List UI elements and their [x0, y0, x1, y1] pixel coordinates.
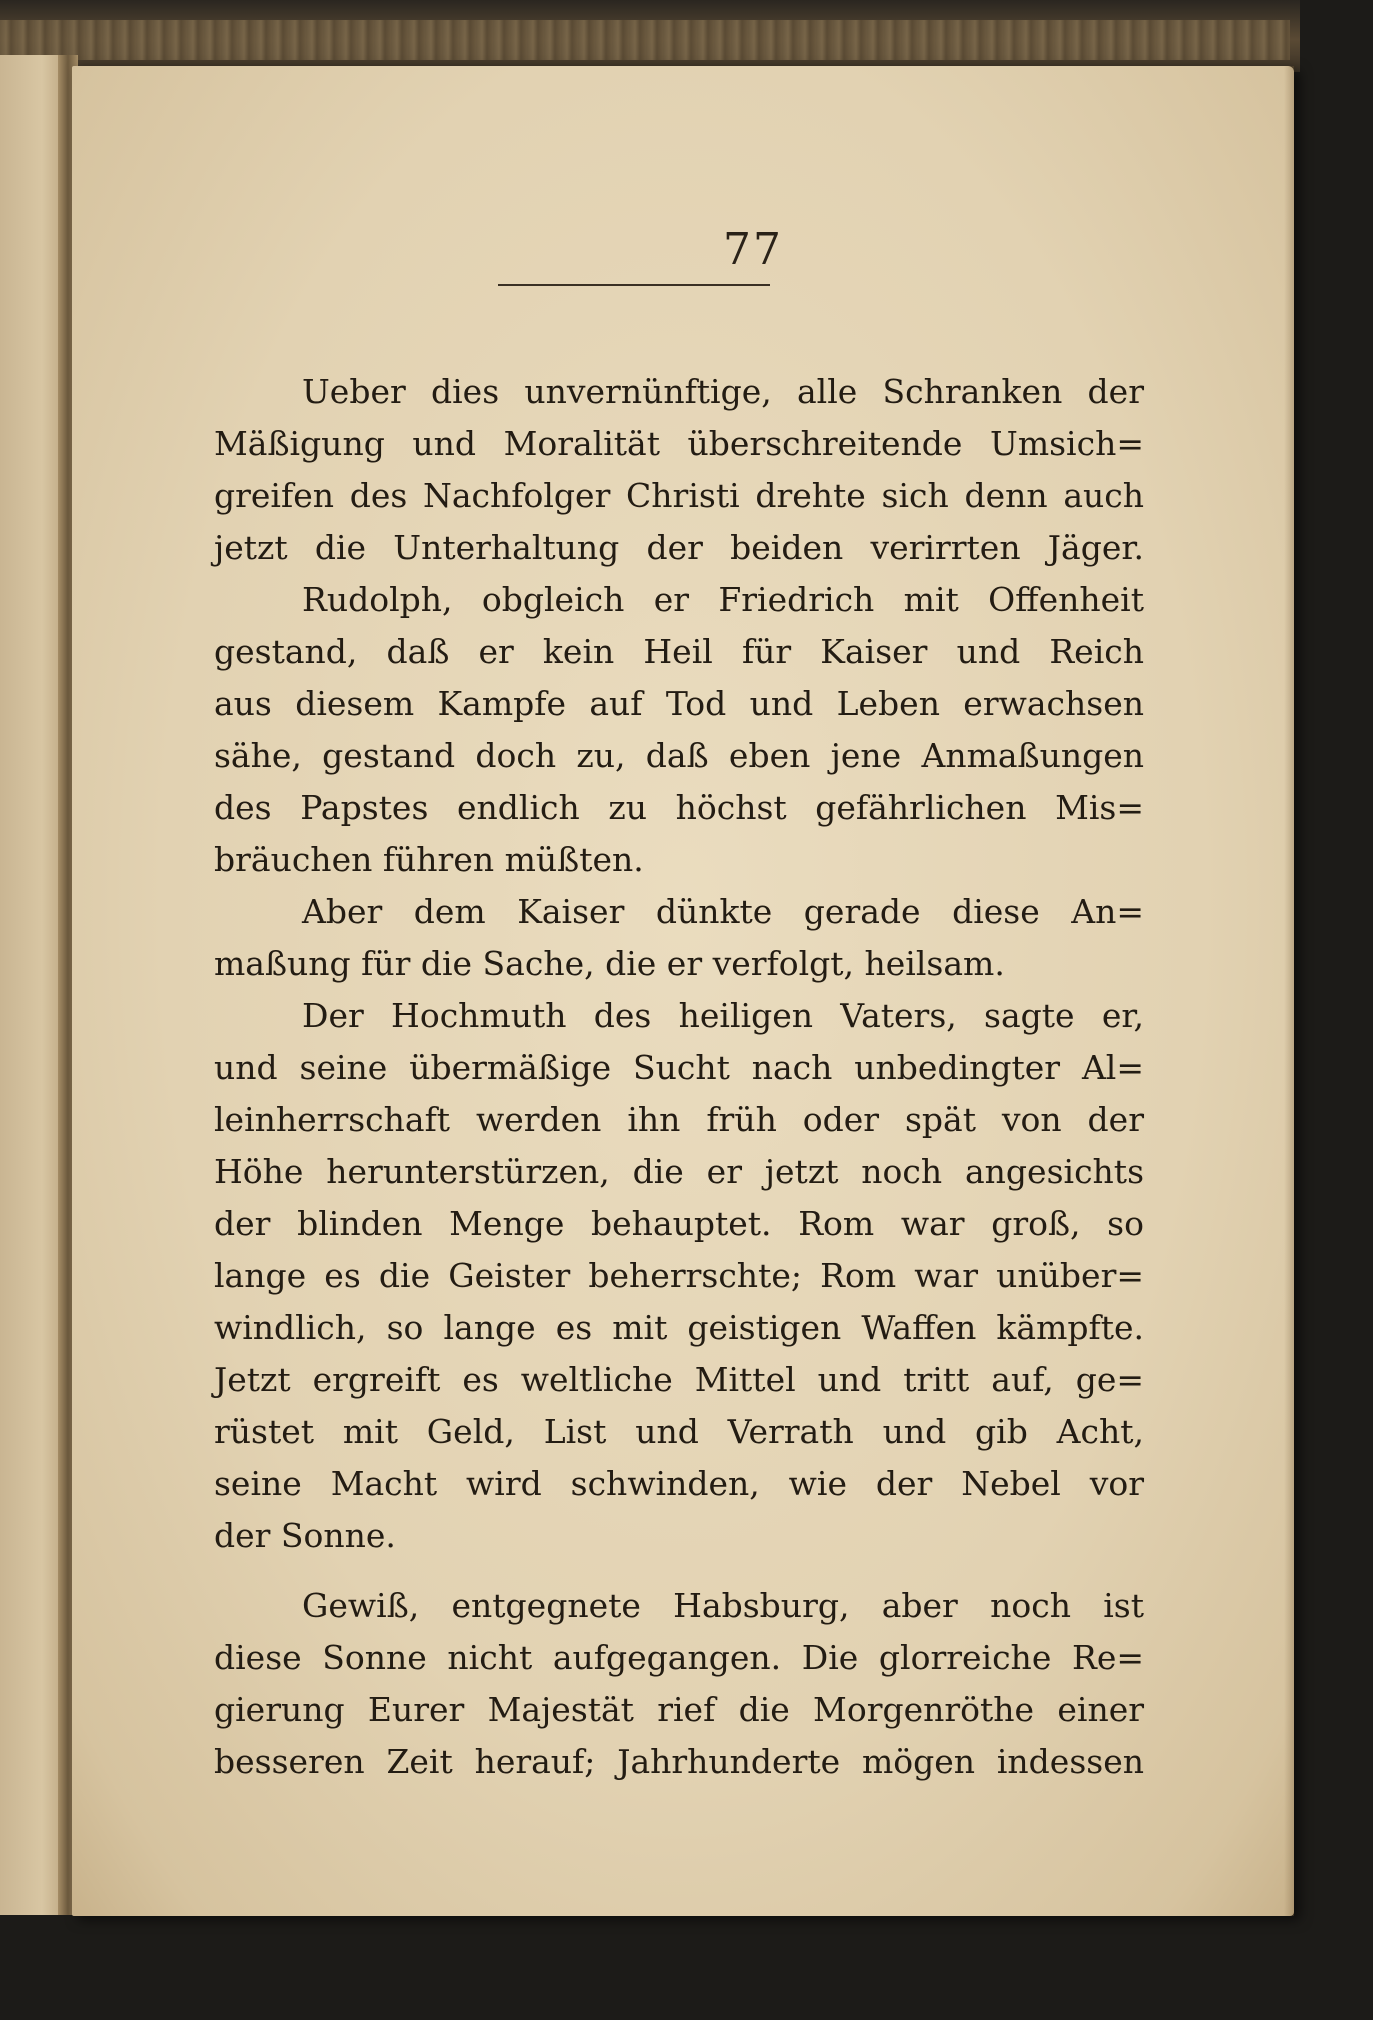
text-line: Der Hochmuth des heiligen Vaters, sagte er, [302, 996, 1144, 1035]
header-rule [498, 284, 770, 286]
text-line: der blinden Menge behauptet. Rom war groß, so [214, 1204, 1144, 1243]
text-line: Höhe herunterstürzen, die er jetzt noch angesichts [214, 1152, 1144, 1191]
text-line: seine Macht wird schwinden, wie der Nebel vor [214, 1464, 1144, 1503]
text-line: der Sonne. [214, 1516, 396, 1555]
text-line: aus diesem Kampfe auf Tod und Leben erwachsen [214, 684, 1144, 723]
text-line: gestand, daß er kein Heil für Kaiser und Reich [214, 632, 1144, 671]
page-number: 77 [723, 224, 783, 275]
text-line: lange es die Geister beherrschte; Rom war unüber= [214, 1256, 1144, 1295]
text-line: rüstet mit Geld, List und Verrath und gib Acht, [214, 1412, 1144, 1451]
text-line: windlich, so lange es mit geistigen Waffen kämpfte. [214, 1308, 1144, 1347]
text-line: Ueber dies unvernünftige, alle Schranken der [302, 372, 1144, 411]
page-edge-shadow [1284, 66, 1294, 1916]
book-page [72, 66, 1294, 1916]
book-cover-edge [0, 20, 1290, 60]
text-line: Rudolph, obgleich er Friedrich mit Offenheit [302, 580, 1144, 619]
text-line: sähe, gestand doch zu, daß eben jene Anmaßungen [214, 736, 1144, 775]
text-line: des Papstes endlich zu höchst gefährlichen Mis= [214, 788, 1144, 827]
text-line: Aber dem Kaiser dünkte gerade diese An= [302, 892, 1144, 931]
text-line: jetzt die Unterhaltung der beiden verirrten Jäger. [214, 528, 1144, 567]
text-line: Mäßigung und Moralität überschreitende Umsich= [214, 424, 1144, 463]
paragraph-gap [214, 1562, 1144, 1580]
text-line: besseren Zeit herauf; Jahrhunderte mögen indessen [214, 1742, 1144, 1781]
text-line: und seine übermäßige Sucht nach unbedingter Al= [214, 1048, 1144, 1087]
text-line: bräuchen führen müßten. [214, 840, 644, 879]
text-line: gierung Eurer Majestät rief die Morgenröthe einer [214, 1690, 1144, 1729]
text-line: Gewiß, entgegnete Habsburg, aber noch ist [302, 1586, 1144, 1625]
text-line: greifen des Nachfolger Christi drehte sich denn auch [214, 476, 1144, 515]
body-text [214, 366, 1144, 1788]
text-line: maßung für die Sache, die er verfolgt, heilsam. [214, 944, 1005, 983]
text-line: Jetzt ergreift es weltliche Mittel und tritt auf, ge= [214, 1360, 1144, 1399]
text-line: leinherrschaft werden ihn früh oder spät von der [214, 1100, 1144, 1139]
text-line: diese Sonne nicht aufgegangen. Die glorreiche Re= [214, 1638, 1144, 1677]
